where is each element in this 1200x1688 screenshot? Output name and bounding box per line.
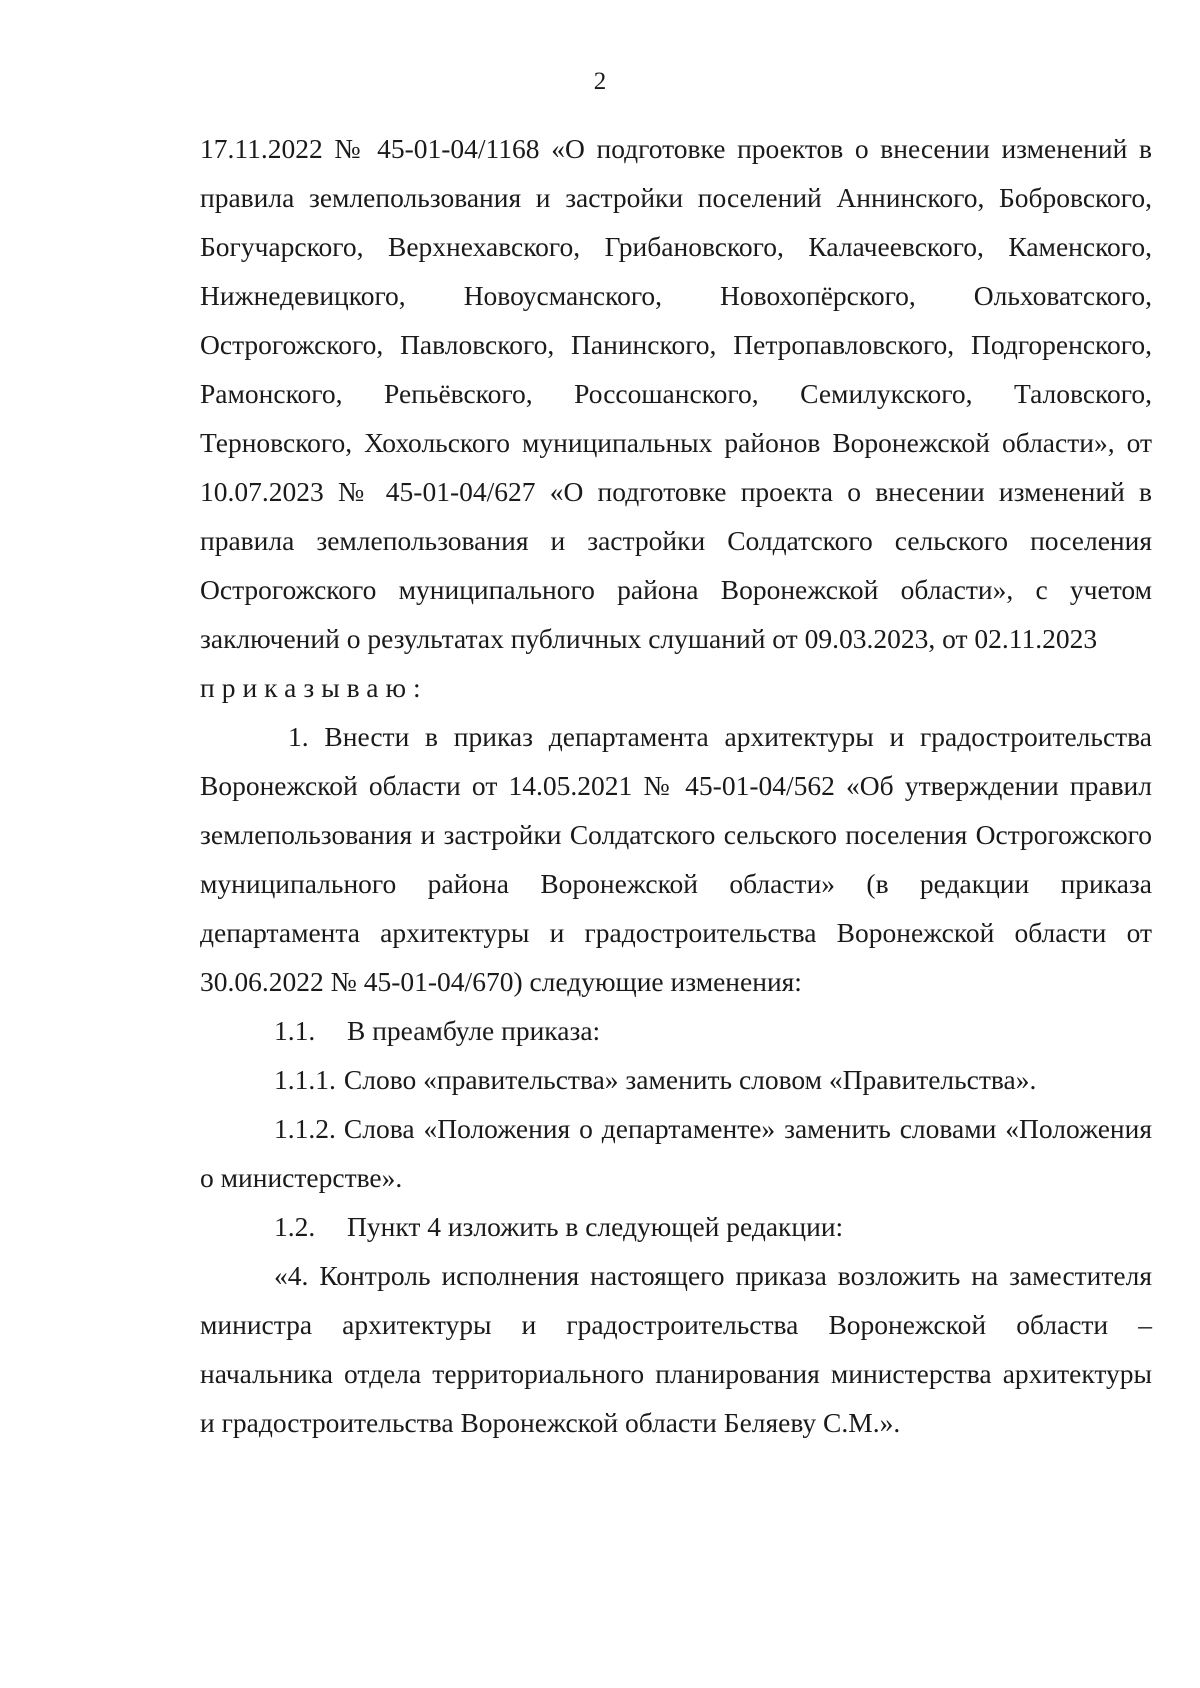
item-1-2-number: 1.2. xyxy=(274,1211,316,1242)
item-1-1-2-paragraph xyxy=(200,1104,1152,1202)
item-1-1-2-number: 1.1.2. xyxy=(274,1113,336,1144)
document-body xyxy=(200,124,1152,1447)
item-1-1-1-number: 1.1.1. xyxy=(274,1064,336,1095)
item-1-paragraph: 1. Внести в приказ департамента архитектуры и градостроительства Воронежской области от 14.05.2021 № 45-01-04/562 «Об утверждении правил землепользования и застройки Солдатского сельского поселения Острогожского муниципального района Воронежской области» (в редакции приказа департамента архитектуры и градостроительства Воронежской области от 30.06.2022 № 45-01-04/670) следующие изменения: xyxy=(200,721,1152,997)
item-1-1-number: 1.1. xyxy=(274,1015,316,1046)
item-1-1-paragraph xyxy=(200,1006,1152,1055)
preamble-paragraph: 17.11.2022 № 45-01-04/1168 «О подготовке проектов о внесении изменений в правила землепользования и застройки поселений Аннинского, Бобровского, Богучарского, Верхнехавского, Грибановского, Калачеевского, Каменского, Нижнедевицкого, Новоусманского, Новохопёрского, Ольховатского, Острогожского, Павловского, Панинского, Петропавловского, Подгоренского, Рамонского, Репьёвского, Россошанского, Семилукского, Таловского, Терновского, Хохольского муниципальных районов Воронежской области», от 10.07.2023 № 45-01-04/627 «О подготовке проекта о внесении изменений в правила землепользования и застройки Солдатского сельского поселения Острогожского муниципального района Воронежской области», с учетом заключений о результатах публичных слушаний от 09.03.2023, от 02.11.2023 xyxy=(200,133,1152,654)
item-1-1-1-text: Слово «правительства» заменить словом «Правительства». xyxy=(343,1064,1037,1095)
item-4-quote-paragraph: «4. Контроль исполнения настоящего приказа возложить на заместителя министра архитектуры и градостроительства Воронежской области – начальника отдела территориального планирования министерства архитектуры и градостроительства Воронежской области Беляеву С.М.». xyxy=(200,1260,1152,1438)
item-1-1-1-paragraph xyxy=(200,1055,1152,1104)
item-1-1-2-text: Слова «Положения о департаменте» заменить словами «Положения о министерстве». xyxy=(200,1113,1152,1193)
item-1-1-text: В преамбуле приказа: xyxy=(347,1015,601,1046)
item-1-2-paragraph xyxy=(200,1202,1152,1251)
page-number: 2 xyxy=(593,68,607,95)
order-word: приказываю: xyxy=(200,672,428,703)
item-1-2-text: Пункт 4 изложить в следующей редакции: xyxy=(347,1211,844,1242)
